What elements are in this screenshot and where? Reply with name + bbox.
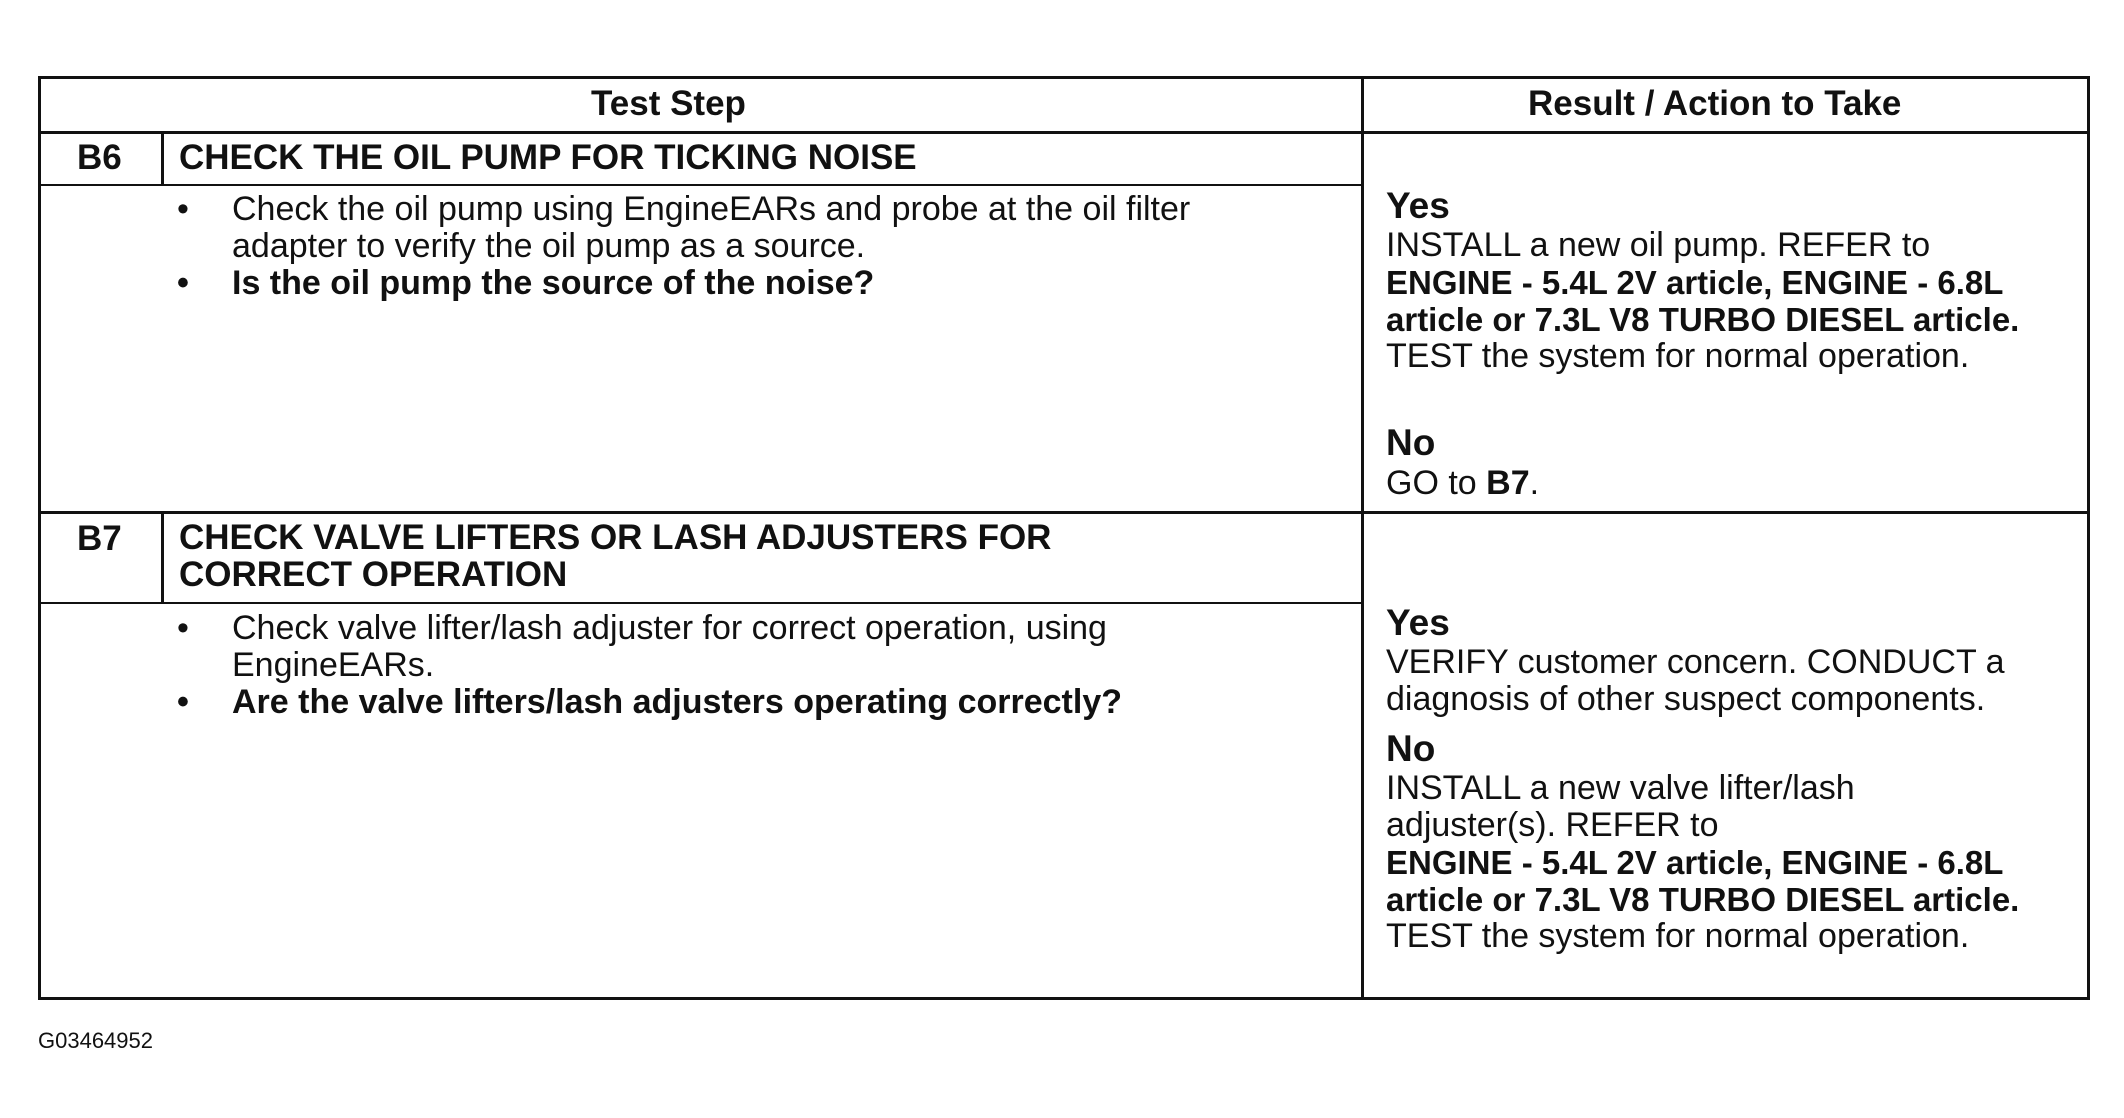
b6-bullet-1-line-1: Check the oil pump using EngineEARs and probe at the oil filter [232,190,1191,228]
b6-yes-refer-1: ENGINE - 5.4L 2V article, ENGINE - 6.8L [1386,264,2004,301]
step-title-b7-line-2: CORRECT OPERATION [179,555,568,594]
step-id-b7: B7 [77,519,122,558]
b7-yes-line-1: VERIFY customer concern. CONDUCT a [1386,643,2005,681]
b6-no-label: No [1386,422,1436,463]
b6-no-suffix: . [1529,464,1540,502]
bullet-icon: • [177,683,189,721]
b7-bullet-1-line-2: EngineEARs. [232,646,435,684]
step-id-divider-b6 [161,132,164,185]
diagnostic-table [38,76,2090,1000]
b6-question: Is the oil pump the source of the noise? [232,264,875,302]
b7-no-last: TEST the system for normal operation. [1386,917,1970,955]
bullet-icon: • [177,190,189,228]
bullet-icon: • [177,609,189,647]
b7-yes-label: Yes [1386,602,1450,643]
header-test-step: Test Step [591,84,746,123]
b7-title-rule [41,602,1363,604]
b6-yes-line-1: INSTALL a new oil pump. REFER to [1386,226,1931,264]
b6-yes-refer-2: article or 7.3L V8 TURBO DIESEL article. [1386,301,2020,338]
step-title-b6: CHECK THE OIL PUMP FOR TICKING NOISE [179,138,917,177]
b7-no-refer-1: ENGINE - 5.4L 2V article, ENGINE - 6.8L [1386,844,2004,881]
b7-bullet-1-line-1: Check valve lifter/lash adjuster for correct operation, using [232,609,1107,647]
step-title-b7-line-1: CHECK VALVE LIFTERS OR LASH ADJUSTERS FOR [179,518,1052,557]
step-id-b6: B6 [77,138,122,177]
b6-yes-last: TEST the system for normal operation. [1386,337,1970,375]
figure-id: G03464952 [38,1028,153,1053]
step-id-divider-b7 [161,512,164,604]
column-divider [1361,79,1364,997]
b7-no-refer-2: article or 7.3L V8 TURBO DIESEL article. [1386,881,2020,918]
b7-question: Are the valve lifters/lash adjusters operating correctly? [232,683,1122,721]
b6-title-rule [41,184,1363,186]
b6-no-prefix: GO to [1386,464,1487,502]
b6-bullet-1-line-2: adapter to verify the oil pump as a source. [232,227,866,265]
header-result-action: Result / Action to Take [1528,84,1902,123]
b7-no-label: No [1386,728,1436,769]
b6-yes-label: Yes [1386,185,1450,226]
header-rule [41,131,2087,134]
b6-no-target: B7 [1486,464,1530,502]
b7-row-rule [41,511,2087,514]
b7-no-line-1: INSTALL a new valve lifter/lash [1386,769,1855,807]
b7-no-line-2: adjuster(s). REFER to [1386,806,1719,844]
bullet-icon: • [177,264,189,302]
b6-no-action [1386,465,1539,502]
b7-yes-line-2: diagnosis of other suspect components. [1386,680,1986,718]
